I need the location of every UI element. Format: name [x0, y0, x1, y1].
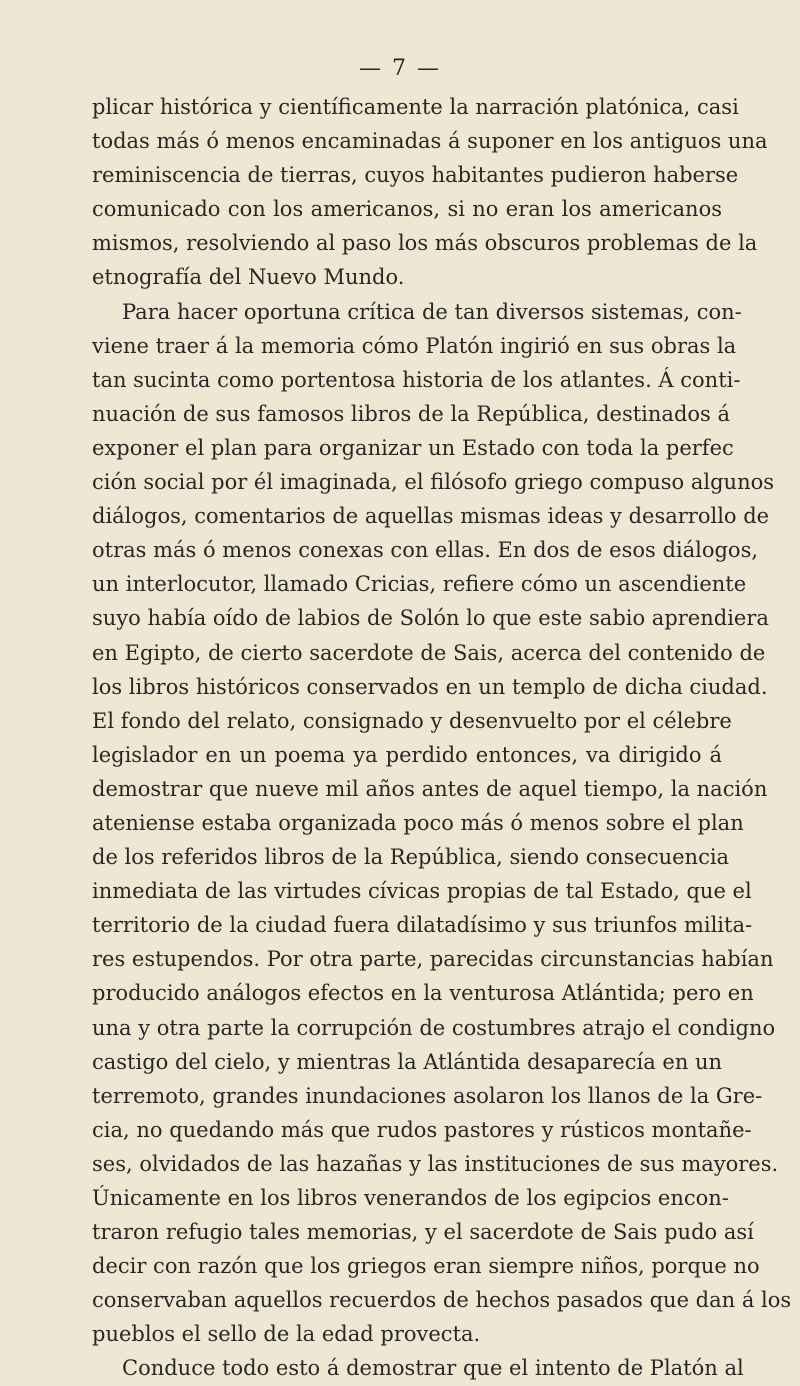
text-line: ses, olvidados de las hazañas y las instituciones de sus mayores. [92, 1151, 779, 1176]
text-line: viene traer á la memoria cómo Platón ingirió en sus obras la [92, 333, 737, 358]
text-line: Únicamente en los libros venerandos de los egipcios encon- [92, 1186, 729, 1210]
text-line: plicar histórica y científicamente la narración platónica, casi [92, 95, 739, 119]
text-line: todas más ó menos encaminadas á suponer en los antiguos una [92, 129, 768, 154]
text-line: los libros históricos conservados en un templo de dicha ciudad. [92, 674, 768, 699]
text-line: Para hacer oportuna crítica de tan diversos sistemas, con- [122, 299, 742, 324]
text-line: Conduce todo esto á demostrar que el intento de Platón al [122, 1356, 744, 1381]
text-line: conservaban aquellos recuerdos de hechos pasados que dan á los [92, 1288, 792, 1313]
text-line: diálogos, comentarios de aquellas mismas ideas y desarrollo de [92, 504, 770, 529]
text-line: producido análogos efectos en la venturosa Atlántida; pero en [92, 981, 754, 1006]
text-line: traron refugio tales memorias, y el sacerdote de Sais pudo así [92, 1220, 754, 1245]
text-line: comunicado con los americanos, si no eran los americanos [92, 197, 722, 222]
text-line: suyo había oído de labios de Solón lo que este sabio aprendiera [92, 606, 769, 631]
text-line: etnografía del Nuevo Mundo. [92, 265, 405, 290]
text-line: ción social por él imaginada, el filósofo griego compuso algunos [92, 470, 775, 495]
text-line: tan sucinta como portentosa historia de los atlantes. Á conti- [92, 367, 741, 392]
text-line: terremoto, grandes inundaciones asolaron los llanos de la Gre- [92, 1083, 763, 1108]
text-line: territorio de la ciudad fuera dilatadísimo y sus triunfos milita- [92, 913, 753, 938]
body-text [92, 90, 792, 1386]
text-line: un interlocutor, llamado Cricias, refiere cómo un ascendiente [92, 572, 747, 597]
text-line: El fondo del relato, consignado y desenvuelto por el célebre [92, 708, 732, 733]
text-line: ateniense estaba organizada poco más ó menos sobre el plan [92, 810, 744, 835]
text-line: reminiscencia de tierras, cuyos habitantes pudieron haberse [92, 163, 739, 188]
page-number: — 7 — [359, 56, 441, 81]
text-line: decir con razón que los griegos eran siempre niños, porque no [92, 1254, 760, 1279]
text-line: pueblos el sello de la edad provecta. [92, 1322, 481, 1347]
text-line: en Egipto, de cierto sacerdote de Sais, acerca del contenido de [92, 640, 766, 665]
text-line: cia, no quedando más que rudos pastores y rústicos montañe- [92, 1117, 752, 1142]
text-line: exponer el plan para organizar un Estado con toda la perfec [92, 435, 734, 460]
text-line: una y otra parte la corrupción de costumbres atrajo el condigno [92, 1015, 776, 1040]
text-line: otras más ó menos conexas con ellas. En dos de esos diálogos, [92, 538, 759, 563]
text-line: mismos, resolviendo al paso los más obscuros problemas de la [92, 231, 758, 256]
text-line: res estupendos. Por otra parte, parecidas circunstancias habían [92, 947, 774, 972]
text-line: legislador en un poema ya perdido entonces, va dirigido á [92, 742, 722, 767]
text-line: inmediata de las virtudes cívicas propias de tal Estado, que el [92, 879, 752, 904]
text-line: castigo del cielo, y mientras la Atlántida desaparecía en un [92, 1049, 723, 1074]
text-line: de los referidos libros de la República, siendo consecuencia [92, 845, 730, 870]
text-line: nuación de sus famosos libros de la República, destinados á [92, 401, 730, 426]
text-line: demostrar que nueve mil años antes de aquel tiempo, la nación [92, 776, 768, 801]
